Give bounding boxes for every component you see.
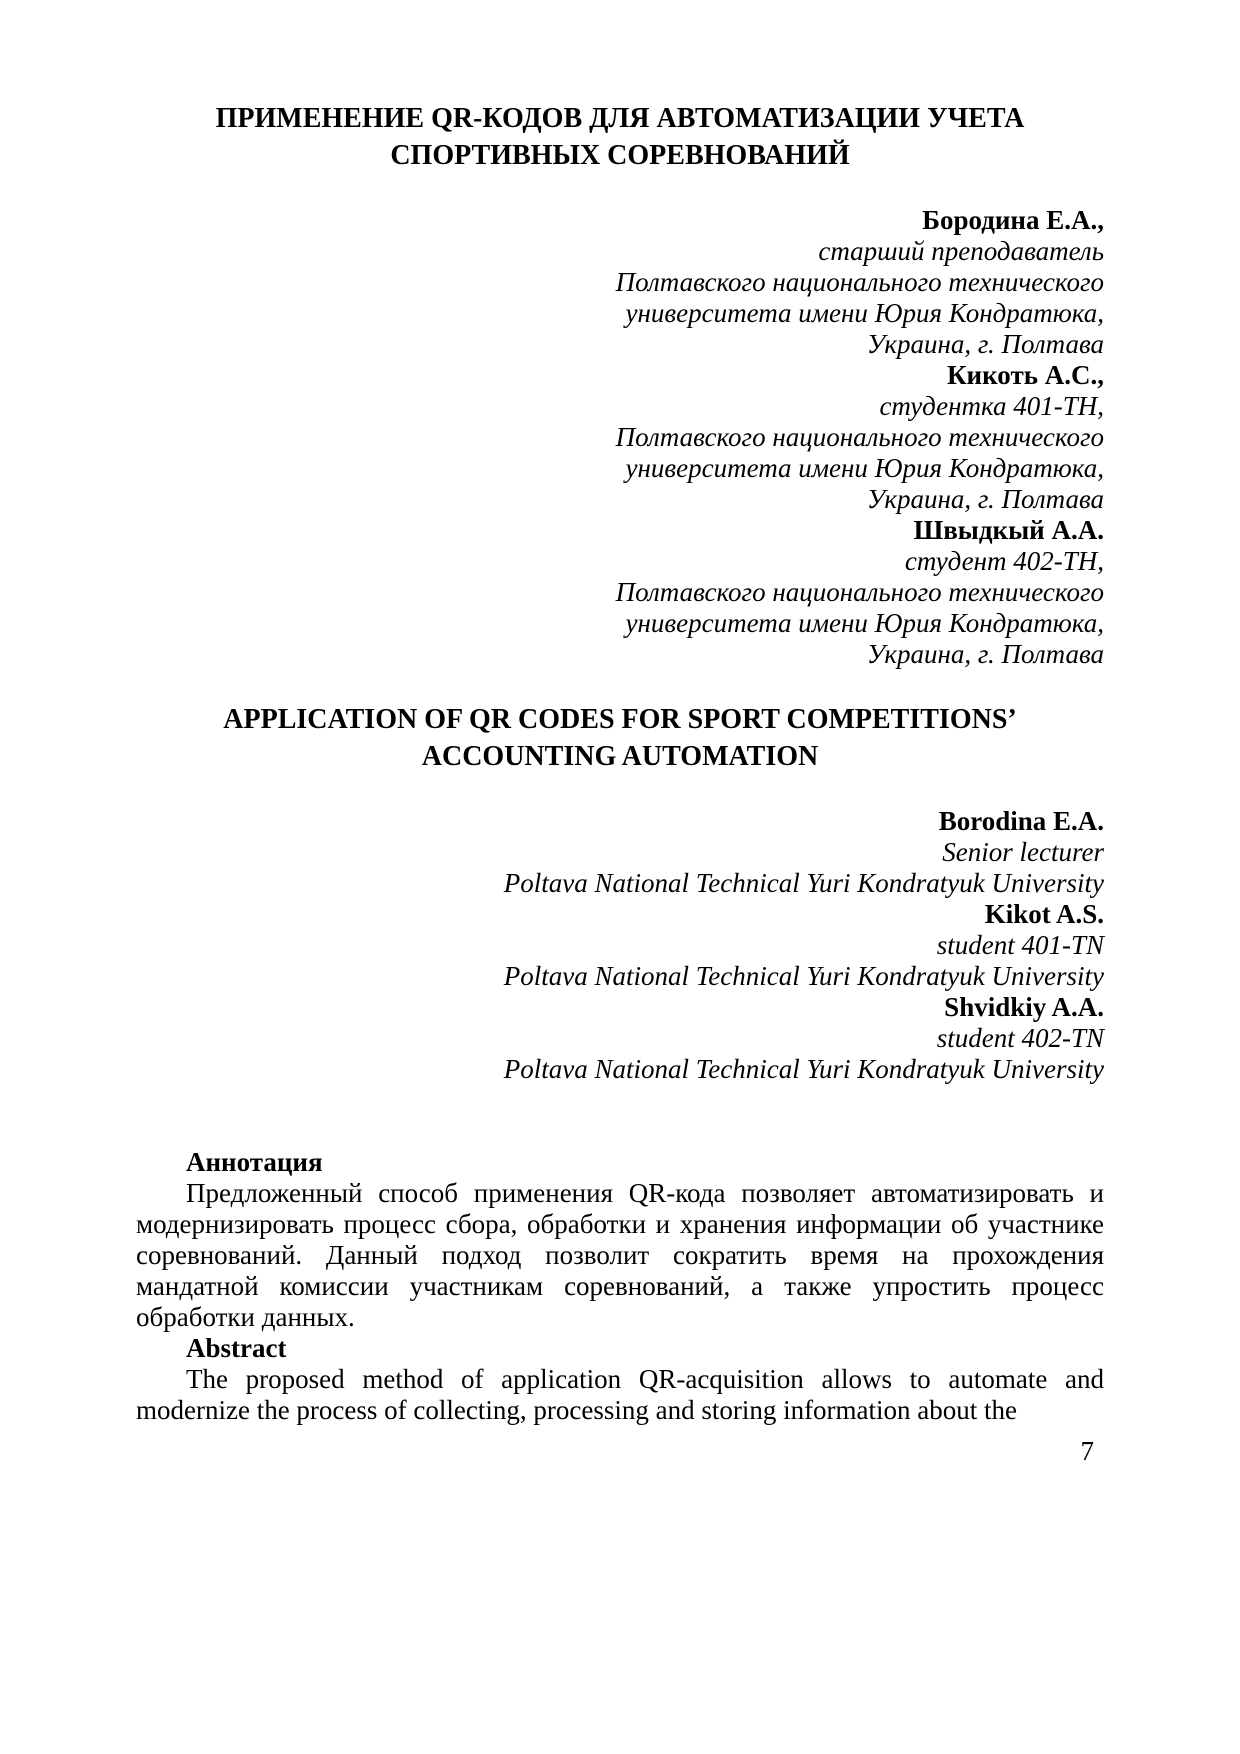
author-detail-line: Украина, г. Полтава: [866, 639, 1104, 669]
author-detail-line: Полтавского национального технического: [615, 577, 1104, 607]
author-detail-line: Полтавского национального технического: [615, 422, 1104, 452]
author-name: Shvidkiy A.A.: [944, 992, 1104, 1022]
author-detail-line: университета имени Юрия Кондратюка,: [625, 608, 1104, 638]
author-detail-line: student 401-TN: [936, 930, 1104, 960]
abstract-text-en: The proposed method of application QR-acquisition allows to automate and modernize the process of collecting, processing and storing information about the: [136, 1364, 1104, 1425]
author-detail-line: Украина, г. Полтава: [866, 484, 1104, 514]
author-detail-line: университета имени Юрия Кондратюка,: [625, 298, 1104, 328]
author-detail-line: Poltava National Technical Yuri Kondratyuk University: [503, 868, 1104, 898]
author-detail-line: Senior lecturer: [942, 837, 1104, 867]
paper-title-en-line2: ACCOUNTING AUTOMATION: [421, 741, 819, 772]
author-name: Kikot A.S.: [984, 899, 1104, 929]
author-detail-line: студентка 401-ТН,: [879, 391, 1104, 421]
author-detail-line: старший преподаватель: [818, 236, 1104, 266]
author-detail-line: student 402-TN: [936, 1023, 1104, 1053]
authors-en-block: [136, 806, 1104, 1085]
author-name: Бородина Е.А.,: [922, 205, 1104, 235]
paper-title-en: [136, 701, 1104, 775]
author-name: Кикоть А.С.,: [946, 360, 1104, 390]
author-detail-line: Poltava National Technical Yuri Kondratyuk University: [503, 1054, 1104, 1084]
paper-title-en-line1: APPLICATION OF QR CODES FOR SPORT COMPETITIONS’: [223, 704, 1017, 735]
author-name: Borodina E.A.: [938, 806, 1104, 836]
authors-ru-block: [136, 205, 1104, 670]
annotation-heading-ru: Аннотация: [186, 1147, 323, 1177]
author-detail-line: университета имени Юрия Кондратюка,: [625, 453, 1104, 483]
author-detail-line: Poltava National Technical Yuri Kondratyuk University: [503, 961, 1104, 991]
page-number: 7: [1080, 1436, 1094, 1466]
annotation-text-ru: Предложенный способ применения QR-кода позволяет автоматизировать и модернизировать процесс сбора, обработки и хранения информации об участнике соревнований. Данный подход позволит сократить время на прохождения мандатной комиссии участникам соревнований, а также упростить процесс обработки данных.: [136, 1178, 1104, 1332]
author-detail-line: Украина, г. Полтава: [866, 329, 1104, 359]
paper-title-ru-line2: СПОРТИВНЫХ СОРЕВНОВАНИЙ: [390, 140, 850, 171]
author-detail-line: Полтавского национального технического: [615, 267, 1104, 297]
abstracts-section: [136, 1147, 1104, 1426]
author-name: Швыдкый А.А.: [913, 515, 1104, 545]
author-detail-line: студент 402-ТН,: [904, 546, 1104, 576]
paper-title-ru-line1: ПРИМЕНЕНИЕ QR-КОДОВ ДЛЯ АВТОМАТИЗАЦИИ УЧЕТА: [215, 103, 1025, 134]
paper-title-ru: [136, 100, 1104, 174]
abstract-heading-en: Abstract: [186, 1333, 287, 1363]
